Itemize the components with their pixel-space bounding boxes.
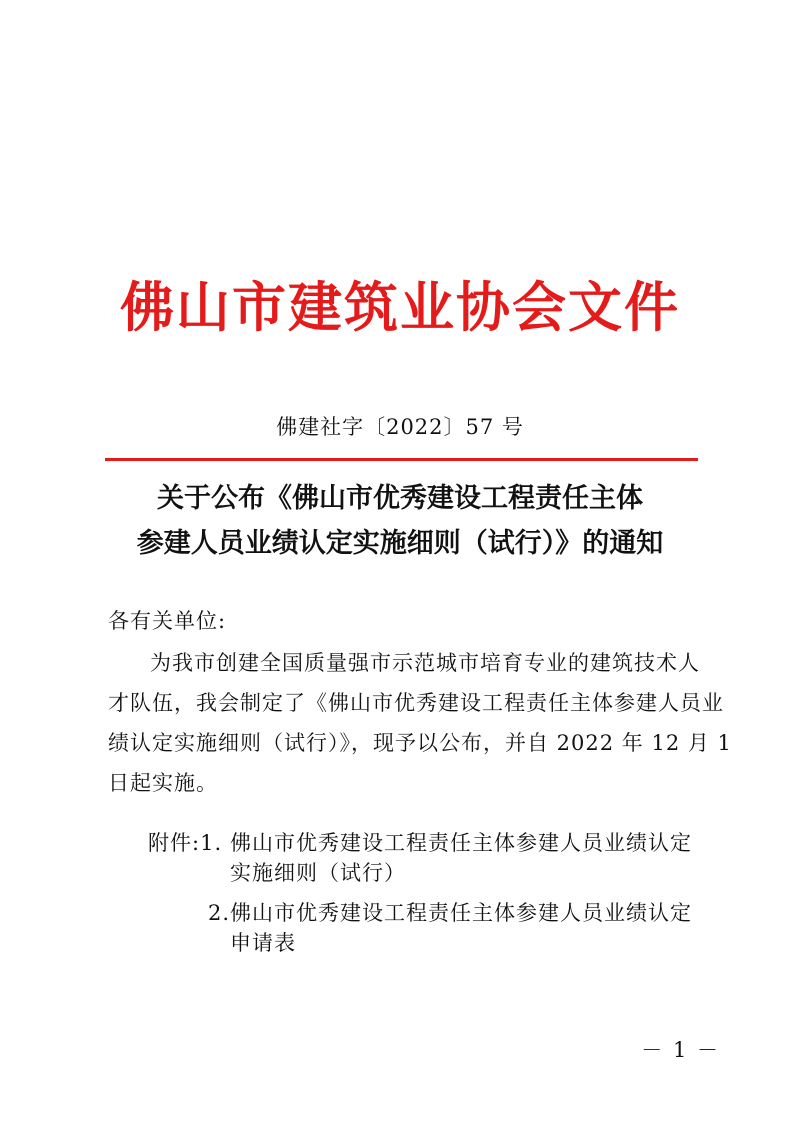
document-number: 佛建社字〔2022〕57 号 <box>276 415 524 439</box>
attachment-title-1: 佛山市优秀建设工程责任主体参建人员业绩认定 <box>230 831 692 855</box>
body-line-3: 绩认定实施细则（试行）》，现予以公布，并自 2022 年 12 月 1 <box>108 731 732 755</box>
organization-title: 佛山市建筑业协会文件 <box>120 276 680 339</box>
attachment-item-1 <box>148 828 708 858</box>
attachment-number-2-slot <box>148 898 230 928</box>
attachment-title-2: 佛山市优秀建设工程责任主体参建人员业绩认定 <box>230 901 692 925</box>
body-line-4: 日起实施。 <box>108 771 218 795</box>
attachment-number-2: 2. <box>207 901 230 925</box>
attachment-item-2 <box>148 898 708 928</box>
body-line-2: 才队伍，我会制定了《佛山市优秀建设工程责任主体参建人员业 <box>108 691 724 715</box>
page-number: － 1 － <box>641 1038 720 1062</box>
attachments-list <box>148 828 708 968</box>
attachments-label: 附件: <box>148 831 201 855</box>
red-divider <box>105 458 698 461</box>
notice-title-line-1: 关于公布《佛山市优秀建设工程责任主体 <box>157 483 643 514</box>
attachment-item-1-cont: 实施细则（试行） <box>230 861 406 885</box>
body-line-1: 为我市创建全国质量强市示范城市培育专业的建筑技术人 <box>150 651 700 675</box>
attachment-number-1: 1. <box>200 831 223 855</box>
attachments-label-slot <box>148 828 230 858</box>
body-paragraph <box>108 648 732 808</box>
attachment-item-2-cont: 申请表 <box>230 931 296 955</box>
notice-title <box>0 476 800 566</box>
salutation: 各有关单位: <box>108 609 227 633</box>
notice-title-line-2: 参建人员业绩认定实施细则（试行）》的通知 <box>136 528 664 559</box>
